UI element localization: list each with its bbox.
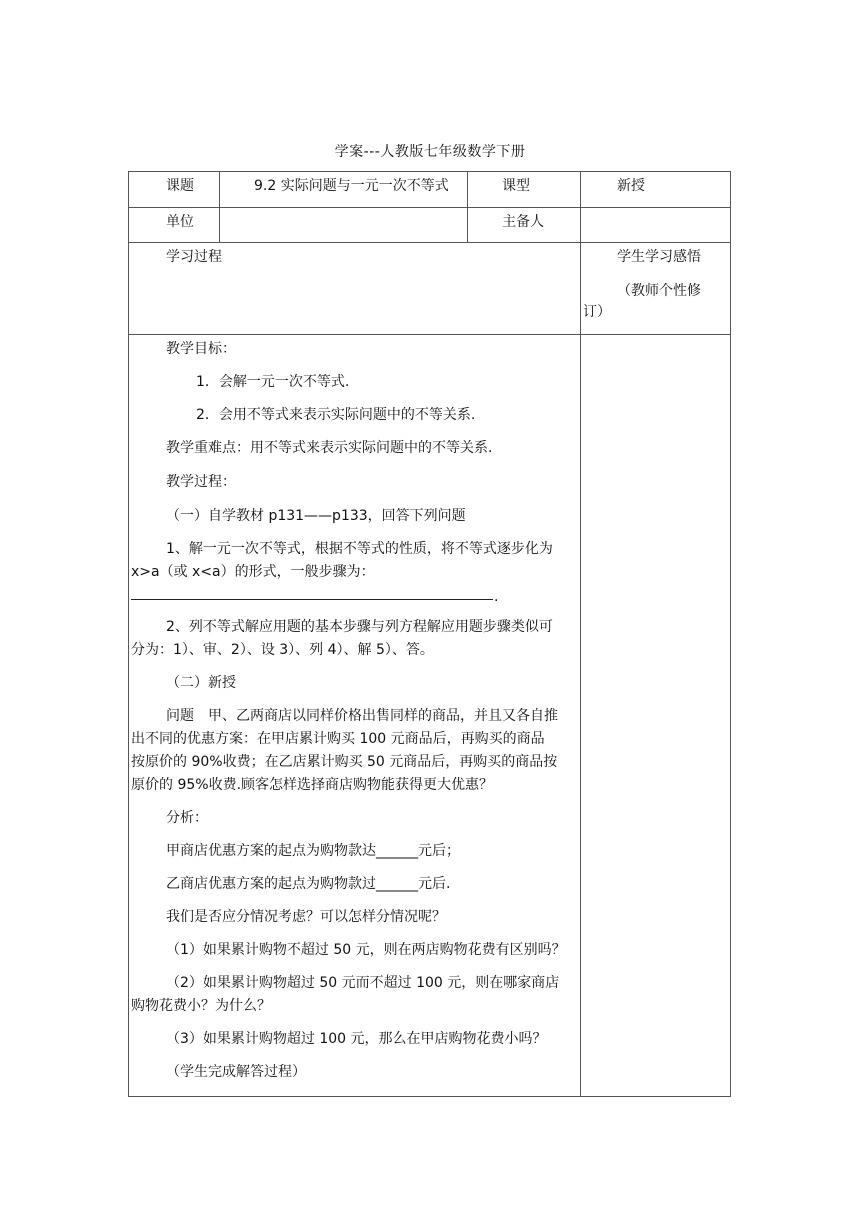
table-border-left	[128, 171, 129, 1097]
table-border-right	[730, 171, 731, 1097]
learning-process-label: 学习过程	[166, 249, 222, 265]
question-1-line-1: 1、解一元一次不等式，根据不等式的性质，将不等式逐步化为	[166, 541, 553, 557]
new-lesson-heading: （二）新授	[166, 675, 236, 691]
problem-line-3: 按原价的 90%收费；在乙店累计购买 50 元商品后，再购买的商品按	[131, 754, 558, 770]
self-study-heading: （一）自学教材 p131——p133，回答下列问题	[166, 508, 466, 524]
key-difficulty: 教学重难点：用不等式来表示实际问题中的不等关系.	[166, 440, 493, 456]
table-divider-middle	[467, 171, 468, 243]
reflection-label-2: （教师个性修	[617, 283, 701, 299]
problem-line-1: 问题 甲、乙两商店以同样价格出售同样的商品，并且又各自推	[166, 708, 558, 724]
document-title: 学案---人教版七年级数学下册	[334, 144, 526, 160]
answer-blank-line	[131, 599, 493, 600]
teaching-goals-heading: 教学目标：	[166, 341, 236, 357]
goal-2: 2．会用不等式来表示实际问题中的不等关系.	[196, 407, 476, 423]
case-question: 我们是否应分情况考虑？可以怎样分情况呢？	[166, 909, 446, 925]
course-label: 课题	[166, 178, 194, 194]
table-border-bottom	[128, 1096, 731, 1097]
unit-label: 单位	[166, 214, 194, 230]
reflection-label-1: 学生学习感悟	[617, 249, 701, 265]
case-1: （1）如果累计购物不超过 50 元，则在两店购物花费有区别吗？	[166, 942, 566, 958]
goal-1: 1．会解一元一次不等式.	[196, 374, 350, 390]
analysis-heading: 分析：	[166, 810, 208, 826]
case-3: （3）如果累计购物超过 100 元，那么在甲店购物花费小吗？	[166, 1031, 547, 1047]
preparer-label: 主备人	[502, 214, 544, 230]
teaching-process-heading: 教学过程：	[166, 474, 236, 490]
case-2-line-2: 购物花费小？为什么？	[131, 998, 271, 1014]
lesson-type-value: 新授	[617, 178, 645, 194]
answer-blank-period: .	[494, 589, 499, 605]
case-2-line-1: （2）如果累计购物超过 50 元而不超过 100 元，则在哪家商店	[166, 975, 560, 991]
analysis-store-a: 甲商店优惠方案的起点为购物款达______元后；	[166, 843, 460, 859]
question-1-line-2: x>a（或 x<a）的形式，一般步骤为：	[131, 564, 375, 580]
problem-line-4: 原价的 95%收费.顾客怎样选择商店购物能获得更大优惠？	[131, 777, 494, 793]
table-divider-right	[580, 171, 581, 1097]
table-divider-label	[219, 171, 220, 243]
analysis-store-b: 乙商店优惠方案的起点为购物款过______元后.	[166, 876, 451, 892]
problem-line-2: 出不同的优惠方案：在甲店累计购买 100 元商品后，再购买的商品	[131, 731, 545, 747]
table-rule-row3	[128, 334, 731, 335]
reflection-label-3: 订）	[583, 304, 611, 320]
lesson-type-label: 课型	[502, 178, 530, 194]
question-2-line-2: 分为：1）、审、2）、设 3）、列 4）、解 5）、答。	[131, 642, 434, 658]
course-title: 9.2 实际问题与一元一次不等式	[254, 178, 449, 194]
student-solve-note: （学生完成解答过程）	[166, 1064, 306, 1080]
question-2-line-1: 2、列不等式解应用题的基本步骤与列方程解应用题步骤类似可	[166, 619, 553, 635]
